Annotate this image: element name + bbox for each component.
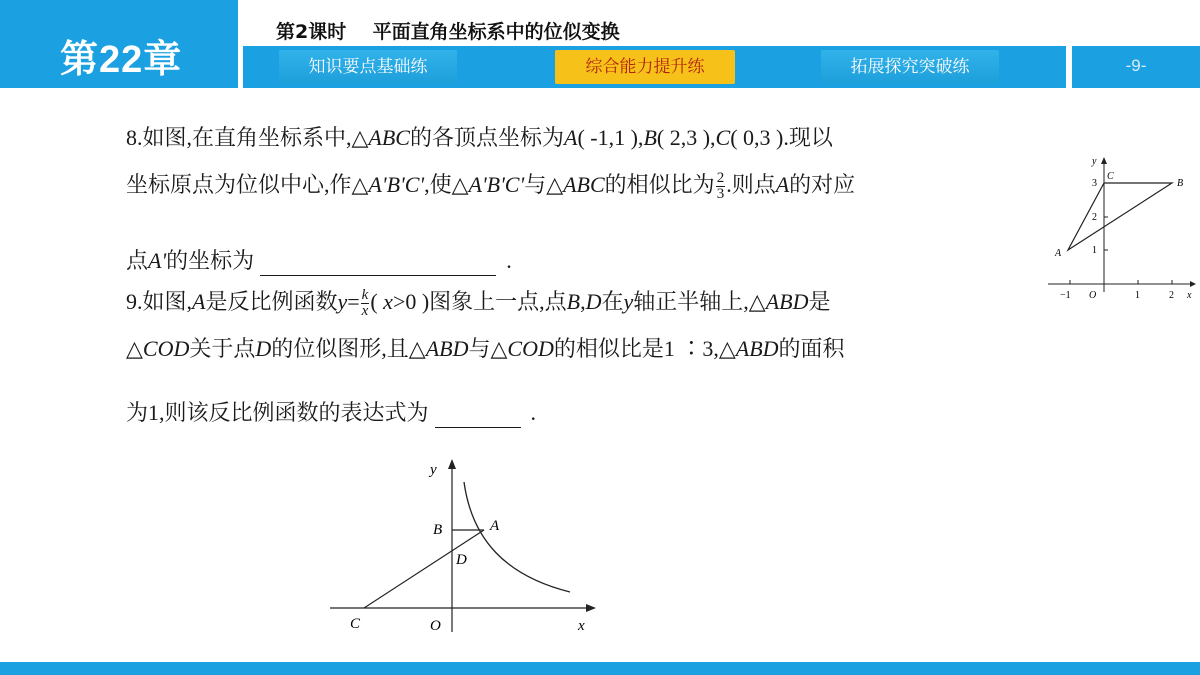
chapter-title: 第22章	[60, 39, 183, 81]
footer-bar	[0, 662, 1200, 675]
segment-ca	[364, 530, 484, 608]
fig1-label-x: x	[1187, 290, 1192, 301]
q9-hyperbola-figure	[320, 450, 610, 640]
fig2-label-d: D	[456, 552, 467, 568]
fig1-label-c: C	[1107, 171, 1114, 182]
tab-extension-practice[interactable]: 拓展探究突破练	[821, 50, 999, 84]
q9-line-1: 9.如图,A是反比例函数y= $\frac{k}{x}$ ( x>0 )图象上一点,点B,D在y轴正半轴上,△ABD是	[126, 287, 831, 320]
chapter-banner	[0, 0, 238, 88]
fig2-y-arrow	[448, 459, 456, 469]
fig2-label-x: x	[578, 618, 585, 634]
fraction-two-thirds: $\frac{2}{3}$	[716, 170, 725, 203]
fig1-label-3: 3	[1092, 178, 1097, 189]
fig1-y-arrow	[1101, 157, 1107, 164]
q9-line-2: △COD关于点D的位似图形,且△ABD与△COD的相似比是1 ∶3,△ABD的面积	[126, 336, 845, 361]
fig1-label-2: 2	[1092, 212, 1097, 223]
fig1-label-y: y	[1092, 156, 1097, 167]
header	[0, 0, 1200, 88]
tab-basic-practice[interactable]: 知识要点基础练	[279, 50, 457, 84]
fig1-label-a: A	[1055, 248, 1062, 259]
page-number-box	[1072, 46, 1200, 88]
fraction-k-over-x: $\frac{k}{x}$	[361, 287, 369, 320]
fig1-label-x2: 2	[1169, 290, 1174, 301]
fig2-label-a: A	[490, 518, 500, 534]
section-tab-bar	[243, 46, 1066, 88]
q9-answer-blank[interactable]	[435, 382, 521, 428]
fig1-label-1: 1	[1092, 245, 1097, 256]
q8-line-2: 坐标原点为位似中心,作△A'B'C',使△A'B'C'与△ABC的相似比为 $\frac{2}{3}$ .则点A的对应	[126, 170, 856, 203]
hyperbola-curve	[464, 482, 570, 592]
fig1-label-b: B	[1177, 178, 1184, 189]
q8-line-1: 8.如图,在直角坐标系中,△ABC的各顶点坐标为A( -1,1 ),B( 2,3 ),C( 0,3 ).现以	[126, 125, 833, 150]
q8-answer-blank[interactable]	[260, 232, 496, 276]
fig1-label-neg1: −1	[1060, 290, 1071, 301]
fig2-label-y: y	[430, 462, 437, 478]
fig2-label-b: B	[433, 522, 443, 538]
fig2-label-o: O	[430, 618, 441, 634]
tab-comprehensive-practice[interactable]: 综合能力提升练	[555, 50, 735, 84]
fig1-label-x1: 1	[1135, 290, 1140, 301]
fig1-x-arrow	[1190, 281, 1196, 287]
fig2-x-arrow	[586, 604, 596, 612]
q8-coordinate-figure	[1040, 150, 1200, 310]
q9-line-3: 为1,则该反比例函数的表达式为 .	[126, 382, 536, 428]
lesson-title: 第2课时 平面直角坐标系中的位似变换	[276, 21, 620, 43]
fig2-label-c: C	[350, 616, 361, 632]
q8-line-3: 点A'的坐标为 .	[126, 232, 512, 276]
fig1-label-o: O	[1089, 290, 1097, 301]
triangle-abc	[1068, 183, 1172, 250]
page-number: -9-	[1125, 56, 1147, 75]
